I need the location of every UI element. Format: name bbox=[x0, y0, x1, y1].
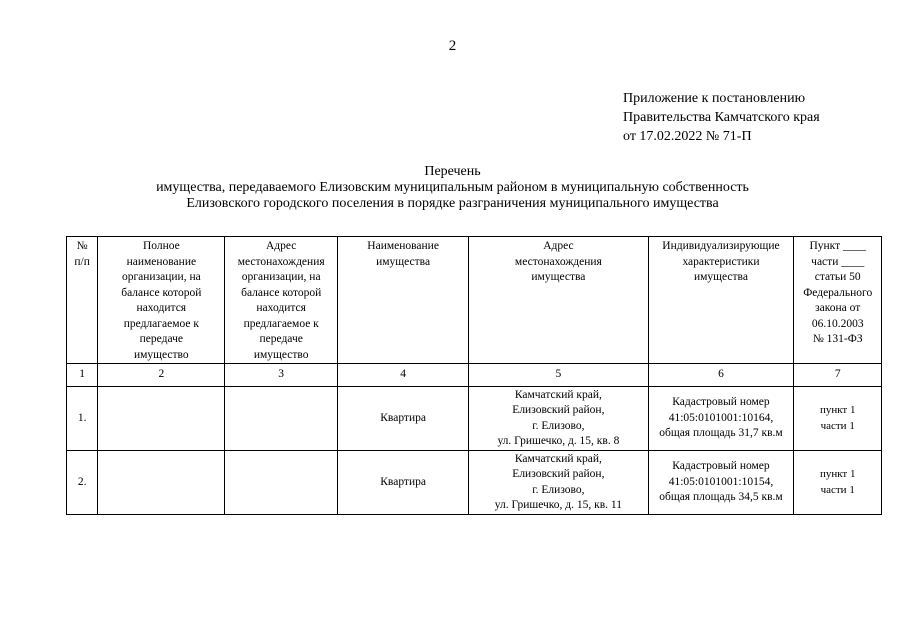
cell-text-line: имущества bbox=[693, 271, 748, 283]
cell-text-line: части 1 bbox=[820, 483, 855, 496]
cell-text-line: 06.10.2003 bbox=[811, 317, 864, 330]
header-char bbox=[648, 237, 794, 364]
cell-text-line: передаче bbox=[259, 333, 303, 345]
cell-text-line: местонахождения bbox=[237, 255, 325, 268]
index-cell: 3 bbox=[225, 364, 338, 387]
header-name bbox=[337, 237, 468, 364]
row-char bbox=[648, 387, 794, 451]
row-org bbox=[98, 451, 225, 515]
appendix-line: Правительства Камчатского края bbox=[623, 110, 820, 125]
property-table bbox=[66, 236, 882, 515]
row-num: 1. bbox=[67, 387, 98, 451]
header-point bbox=[794, 237, 882, 364]
cell-text-line: Кадастровый номер bbox=[672, 396, 770, 409]
cell-text-line: имущество bbox=[253, 348, 309, 361]
table-header-row bbox=[67, 237, 882, 364]
cell-text-line: находится bbox=[136, 302, 187, 314]
cell-text-line: Камчатский край, bbox=[514, 388, 602, 401]
cell-text-line: предлагаемое к bbox=[243, 317, 319, 330]
cell-text-line: общая площадь 34,5 кв.м bbox=[659, 491, 783, 504]
cell-text-line: Федерального bbox=[803, 286, 873, 299]
cell-text-line: организации, на bbox=[241, 271, 321, 283]
row-addr bbox=[469, 387, 648, 451]
cell-text-line: закона от bbox=[815, 302, 861, 314]
cell-text-line: Индивидуализирующие bbox=[662, 240, 780, 252]
cell-text-line: части 1 bbox=[820, 419, 855, 432]
row-org bbox=[98, 387, 225, 451]
table-index-row bbox=[67, 364, 882, 387]
row-point bbox=[794, 451, 882, 515]
cell-text-line: характеристики bbox=[682, 255, 760, 268]
cell-text-line: Кадастровый номер bbox=[672, 460, 770, 473]
cell-text-line: г. Елизово, bbox=[532, 419, 585, 432]
row-point bbox=[794, 387, 882, 451]
row-addr bbox=[469, 451, 648, 515]
header-addr-org bbox=[225, 237, 338, 364]
cell-text-line: Пункт ____ bbox=[809, 240, 866, 252]
document-title bbox=[0, 164, 905, 212]
cell-text-line: 41:05:0101001:10154, bbox=[668, 475, 774, 488]
cell-text-line: балансе которой bbox=[121, 286, 202, 299]
cell-text-line: части ____ bbox=[811, 255, 865, 268]
cell-text-line: находится bbox=[256, 302, 306, 314]
cell-text-line: Елизовский район, bbox=[512, 468, 605, 480]
header-num bbox=[67, 237, 98, 364]
index-cell: 7 bbox=[794, 364, 882, 387]
appendix-block bbox=[623, 89, 820, 146]
page-number: 2 bbox=[448, 38, 457, 54]
row-char bbox=[648, 451, 794, 515]
cell-text-line: балансе которой bbox=[241, 286, 322, 299]
cell-text-line: Камчатский край, bbox=[514, 452, 602, 465]
row-name: Квартира bbox=[337, 387, 468, 451]
cell-text-line: Елизовский район, bbox=[512, 404, 605, 416]
cell-text-line: передаче bbox=[139, 333, 184, 345]
cell-text-line: местонахождения bbox=[514, 255, 602, 268]
cell-text-line: пункт 1 bbox=[819, 404, 856, 416]
cell-text-line: наименование bbox=[126, 255, 197, 268]
cell-text-line: статьи 50 bbox=[814, 271, 861, 283]
cell-text-line: 41:05:0101001:10164, bbox=[668, 411, 774, 424]
cell-text-line: общая площадь 31,7 кв.м bbox=[659, 427, 783, 440]
cell-text-line: пункт 1 bbox=[819, 468, 856, 480]
appendix-line: от 17.02.2022 № 71-П bbox=[623, 129, 752, 144]
table-row bbox=[67, 451, 882, 515]
row-addr-org bbox=[225, 451, 338, 515]
index-cell: 6 bbox=[648, 364, 794, 387]
cell-text-line: Наименование bbox=[367, 240, 439, 252]
cell-text-line: № bbox=[76, 240, 88, 252]
cell-text-line: № 131-ФЗ bbox=[812, 333, 863, 345]
title-line: имущества, передаваемого Елизовским муниципальным районом в муниципальную собственность bbox=[156, 180, 749, 195]
cell-text-line: организации, на bbox=[121, 271, 201, 283]
row-addr-org bbox=[225, 387, 338, 451]
cell-text-line: предлагаемое к bbox=[123, 317, 199, 330]
index-cell: 1 bbox=[67, 364, 98, 387]
cell-text-line: Адрес bbox=[543, 240, 574, 252]
index-cell: 2 bbox=[98, 364, 225, 387]
cell-text-line: г. Елизово, bbox=[532, 483, 585, 496]
index-cell: 5 bbox=[469, 364, 648, 387]
cell-text-line: имущества bbox=[376, 255, 431, 268]
cell-text-line: Полное bbox=[142, 240, 180, 252]
cell-text-line: имущества bbox=[531, 271, 586, 283]
cell-text-line: ул. Гришечко, д. 15, кв. 8 bbox=[497, 435, 620, 447]
header-addr bbox=[469, 237, 648, 364]
cell-text-line: ул. Гришечко, д. 15, кв. 11 bbox=[494, 499, 622, 511]
index-cell: 4 bbox=[337, 364, 468, 387]
cell-text-line: имущество bbox=[134, 348, 189, 361]
cell-text-line: Адрес bbox=[265, 240, 297, 252]
appendix-line: Приложение к постановлению bbox=[623, 91, 806, 106]
table-row bbox=[67, 387, 882, 451]
title-line: Перечень bbox=[424, 164, 481, 179]
row-name: Квартира bbox=[337, 451, 468, 515]
title-line: Елизовского городского поселения в порядке разграничения муниципального имущества bbox=[186, 196, 719, 211]
cell-text-line: п/п bbox=[74, 255, 90, 268]
header-org bbox=[98, 237, 225, 364]
row-num: 2. bbox=[67, 451, 98, 515]
